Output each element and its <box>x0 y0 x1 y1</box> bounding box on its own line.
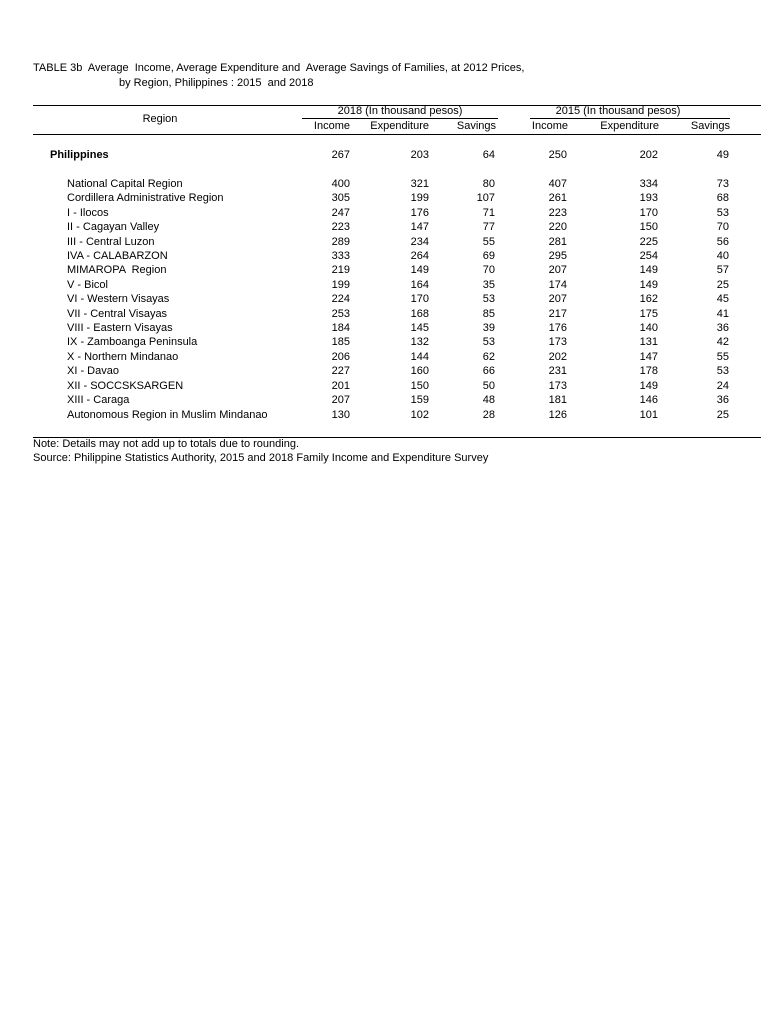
cell-income-2018: 219 <box>331 264 350 277</box>
cell-expenditure-2018: 159 <box>410 394 429 407</box>
cell-savings-2015: 36 <box>716 322 729 335</box>
cell-expenditure-2018: 168 <box>410 307 429 320</box>
cell-income-2018: 185 <box>331 336 350 349</box>
cell-savings-2018: 77 <box>482 221 495 234</box>
col-header-savings-2015: Savings <box>690 120 730 132</box>
cell-expenditure-2015: 147 <box>639 350 658 363</box>
cell-savings-2018: 53 <box>482 336 495 349</box>
region-name: National Capital Region <box>67 178 183 190</box>
national-name: Philippines <box>50 149 109 161</box>
cell-expenditure-2015: 175 <box>639 307 658 320</box>
table-row <box>33 249 729 263</box>
group-rule-2015 <box>530 118 730 119</box>
cell-savings-2018: 107 <box>476 192 495 205</box>
cell-income-2015: 231 <box>548 365 567 378</box>
national-income-2015: 250 <box>548 149 567 161</box>
table-row <box>33 191 729 205</box>
cell-income-2015: 173 <box>548 379 567 392</box>
cell-expenditure-2018: 150 <box>410 379 429 392</box>
cell-savings-2018: 66 <box>482 365 495 378</box>
cell-expenditure-2015: 193 <box>639 192 658 205</box>
col-header-expenditure-2015: Expenditure <box>600 120 659 132</box>
cell-expenditure-2018: 102 <box>410 408 429 421</box>
region-name: X - Northern Mindanao <box>67 350 179 363</box>
cell-income-2018: 253 <box>331 307 350 320</box>
cell-savings-2018: 70 <box>482 264 495 277</box>
cell-expenditure-2015: 334 <box>639 178 658 190</box>
cell-savings-2018: 50 <box>482 379 495 392</box>
cell-expenditure-2018: 132 <box>410 336 429 349</box>
table-row <box>33 206 729 220</box>
national-savings-2015: 49 <box>716 149 729 161</box>
region-name: XII - SOCCSKSARGEN <box>67 379 184 392</box>
national-savings-2018: 64 <box>482 149 495 161</box>
region-name: V - Bicol <box>67 278 108 291</box>
cell-income-2015: 202 <box>548 350 567 363</box>
cell-savings-2015: 73 <box>716 178 729 190</box>
group-header-2018: 2018 (In thousand pesos) <box>337 105 463 117</box>
cell-expenditure-2015: 149 <box>639 264 658 277</box>
region-name: XIII - Caraga <box>67 394 130 407</box>
group-header-2015: 2015 (In thousand pesos) <box>555 105 681 117</box>
table-body <box>33 148 729 422</box>
cell-savings-2015: 36 <box>716 394 729 407</box>
cell-income-2018: 223 <box>331 221 350 234</box>
cell-expenditure-2018: 149 <box>410 264 429 277</box>
cell-expenditure-2018: 164 <box>410 278 429 291</box>
cell-savings-2015: 41 <box>716 307 729 320</box>
source-text: Source: Philippine Statistics Authority, 2015 and 2018 Family Income and Expenditure Survey <box>33 452 489 464</box>
cell-expenditure-2015: 140 <box>639 322 658 335</box>
cell-expenditure-2018: 264 <box>410 250 429 263</box>
region-name: II - Cagayan Valley <box>67 221 160 234</box>
cell-expenditure-2015: 254 <box>639 250 658 263</box>
region-name: VIII - Eastern Visayas <box>67 322 173 335</box>
cell-expenditure-2015: 225 <box>639 235 658 248</box>
cell-expenditure-2015: 131 <box>639 336 658 349</box>
cell-expenditure-2015: 150 <box>639 221 658 234</box>
cell-savings-2018: 55 <box>482 235 495 248</box>
cell-income-2018: 227 <box>331 365 350 378</box>
cell-savings-2018: 39 <box>482 322 495 335</box>
cell-savings-2015: 68 <box>716 192 729 205</box>
cell-income-2015: 173 <box>548 336 567 349</box>
cell-savings-2018: 62 <box>482 350 495 363</box>
cell-savings-2015: 42 <box>716 336 729 349</box>
region-name: VI - Western Visayas <box>67 293 170 306</box>
cell-savings-2018: 80 <box>482 178 495 190</box>
cell-savings-2015: 24 <box>716 379 729 392</box>
cell-income-2018: 201 <box>331 379 350 392</box>
region-name: Autonomous Region in Muslim Mindanao <box>67 408 268 421</box>
cell-savings-2018: 71 <box>482 206 495 219</box>
cell-savings-2018: 85 <box>482 307 495 320</box>
cell-expenditure-2018: 170 <box>410 293 429 306</box>
table-row <box>33 278 729 292</box>
cell-income-2018: 207 <box>331 394 350 407</box>
cell-income-2015: 207 <box>548 264 567 277</box>
national-expenditure-2018: 203 <box>410 149 429 161</box>
cell-income-2018: 305 <box>331 192 350 205</box>
cell-income-2015: 281 <box>548 235 567 248</box>
cell-expenditure-2015: 149 <box>639 379 658 392</box>
cell-income-2018: 247 <box>331 206 350 219</box>
region-name: IVA - CALABARZON <box>67 250 168 263</box>
cell-expenditure-2015: 101 <box>639 408 658 421</box>
cell-expenditure-2018: 199 <box>410 192 429 205</box>
table-row <box>33 364 729 378</box>
region-name: XI - Davao <box>67 365 119 378</box>
cell-income-2015: 126 <box>548 408 567 421</box>
cell-expenditure-2018: 144 <box>410 350 429 363</box>
table-title-line-2: by Region, Philippines : 2015 and 2018 <box>119 77 314 89</box>
cell-expenditure-2015: 170 <box>639 206 658 219</box>
region-name: VII - Central Visayas <box>67 307 168 320</box>
cell-income-2015: 207 <box>548 293 567 306</box>
cell-savings-2018: 53 <box>482 293 495 306</box>
table-row <box>33 379 729 393</box>
col-header-savings-2018: Savings <box>456 120 496 132</box>
table-title-line-1: TABLE 3b Average Income, Average Expenditure and Average Savings of Families, at 2012 Prices, <box>33 62 525 74</box>
cell-savings-2018: 69 <box>482 250 495 263</box>
table-row <box>33 350 729 364</box>
data-table <box>33 148 729 422</box>
cell-savings-2018: 48 <box>482 394 495 407</box>
cell-income-2015: 407 <box>548 178 567 190</box>
cell-income-2018: 224 <box>331 293 350 306</box>
table-row <box>33 292 729 306</box>
table-row <box>33 321 729 335</box>
table-row <box>33 177 729 191</box>
spacer-row <box>33 162 729 177</box>
national-row <box>33 148 729 162</box>
cell-savings-2015: 55 <box>716 350 729 363</box>
cell-expenditure-2018: 321 <box>410 178 429 190</box>
national-expenditure-2015: 202 <box>639 149 658 161</box>
cell-income-2015: 174 <box>548 278 567 291</box>
national-income-2018: 267 <box>331 149 350 161</box>
cell-savings-2015: 70 <box>716 221 729 234</box>
cell-income-2015: 261 <box>548 192 567 205</box>
cell-expenditure-2018: 145 <box>410 322 429 335</box>
cell-savings-2015: 25 <box>716 278 729 291</box>
cell-savings-2015: 25 <box>716 408 729 421</box>
cell-savings-2015: 57 <box>716 264 729 277</box>
cell-income-2018: 400 <box>331 178 350 190</box>
cell-income-2015: 181 <box>548 394 567 407</box>
cell-savings-2015: 53 <box>716 365 729 378</box>
cell-savings-2018: 35 <box>482 278 495 291</box>
cell-savings-2015: 40 <box>716 250 729 263</box>
cell-income-2018: 199 <box>331 278 350 291</box>
header-bottom-rule <box>33 134 761 135</box>
cell-income-2015: 217 <box>548 307 567 320</box>
region-name: Cordillera Administrative Region <box>67 192 224 205</box>
region-name: IX - Zamboanga Peninsula <box>67 336 198 349</box>
cell-income-2015: 220 <box>548 221 567 234</box>
group-rule-2018 <box>302 118 498 119</box>
col-header-expenditure-2018: Expenditure <box>370 120 429 132</box>
cell-savings-2015: 56 <box>716 235 729 248</box>
cell-savings-2015: 45 <box>716 293 729 306</box>
col-header-income-2015: Income <box>531 120 568 132</box>
cell-income-2018: 206 <box>331 350 350 363</box>
cell-expenditure-2018: 147 <box>410 221 429 234</box>
cell-expenditure-2015: 178 <box>639 365 658 378</box>
table-row <box>33 393 729 407</box>
cell-income-2018: 333 <box>331 250 350 263</box>
region-name: III - Central Luzon <box>67 235 155 248</box>
table-row <box>33 408 729 422</box>
region-name: I - Ilocos <box>67 206 109 219</box>
cell-expenditure-2018: 234 <box>410 235 429 248</box>
table-row <box>33 220 729 234</box>
table-row <box>33 235 729 249</box>
cell-income-2018: 130 <box>331 408 350 421</box>
col-header-income-2018: Income <box>313 120 350 132</box>
cell-savings-2018: 28 <box>482 408 495 421</box>
cell-savings-2015: 53 <box>716 206 729 219</box>
cell-income-2015: 176 <box>548 322 567 335</box>
cell-income-2018: 184 <box>331 322 350 335</box>
cell-expenditure-2018: 176 <box>410 206 429 219</box>
cell-income-2015: 223 <box>548 206 567 219</box>
cell-expenditure-2015: 162 <box>639 293 658 306</box>
note-text: Note: Details may not add up to totals due to rounding. <box>33 438 299 450</box>
cell-expenditure-2015: 149 <box>639 278 658 291</box>
region-header: Region <box>142 113 178 125</box>
table-row <box>33 335 729 349</box>
cell-income-2015: 295 <box>548 250 567 263</box>
region-name: MIMAROPA Region <box>67 264 167 277</box>
table-row <box>33 307 729 321</box>
table-row <box>33 263 729 277</box>
cell-expenditure-2018: 160 <box>410 365 429 378</box>
cell-income-2018: 289 <box>331 235 350 248</box>
cell-expenditure-2015: 146 <box>639 394 658 407</box>
